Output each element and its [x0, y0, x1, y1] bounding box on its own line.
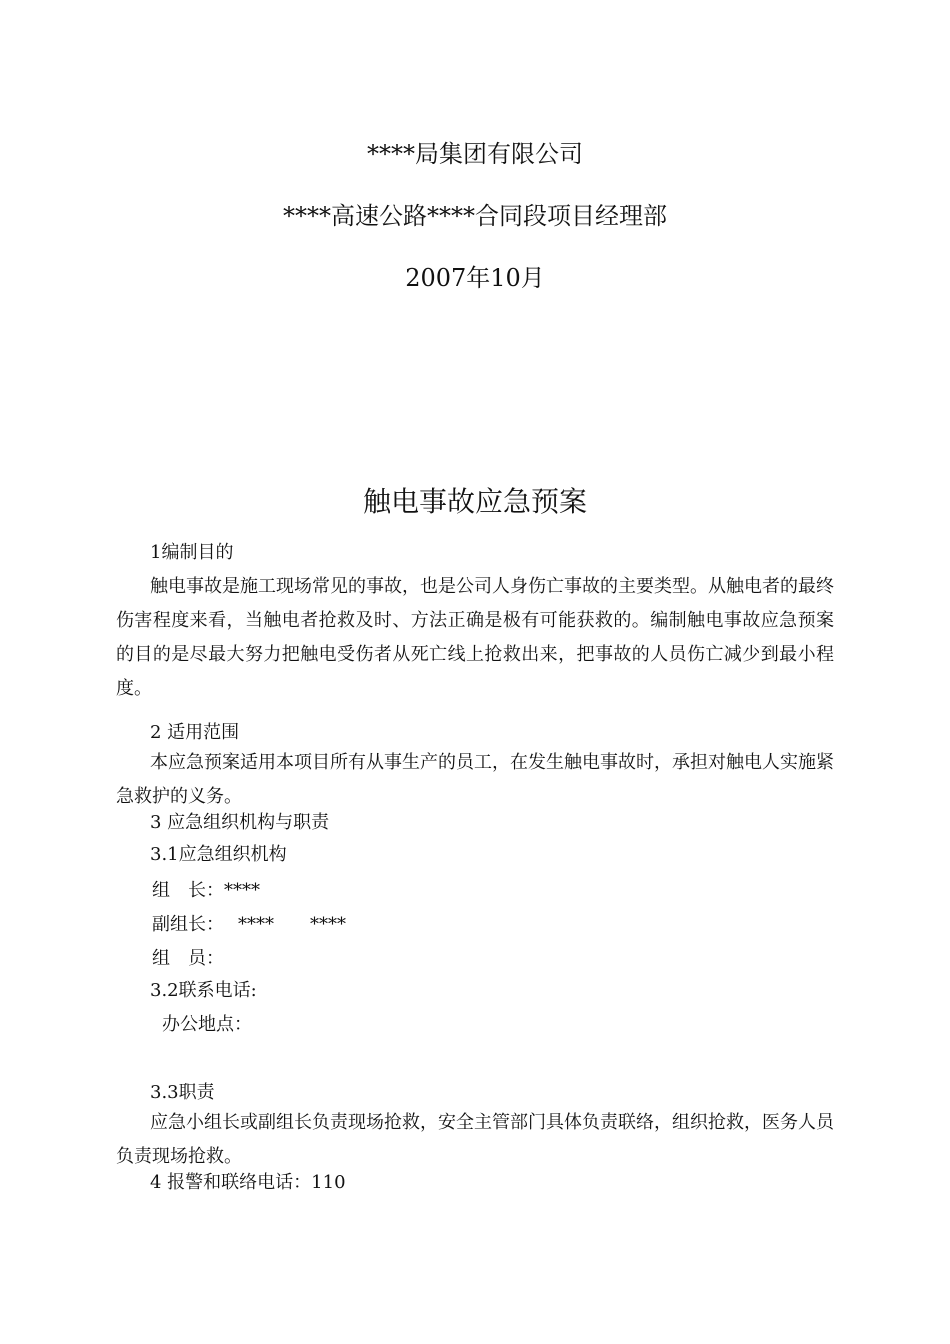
leader-value: **** — [224, 880, 260, 901]
deputy-value-1: **** — [238, 914, 274, 935]
section-1-body: 触电事故是施工现场常见的事故，也是公司人身伤亡事故的主要类型。从触电者的最终伤害程度来看，当触电者抢救及时、方法正确是极有可能获救的。编制触电事故应急预案的目的是尽最大努力把触电受伤者从死亡线上抢救出来，把事故的人员伤亡减少到最小程度。 — [116, 576, 834, 699]
company-name: ****局集团有限公司 — [367, 140, 583, 168]
member-label: 组 员： — [152, 948, 224, 969]
office-location-label: 办公地点： — [162, 1014, 252, 1035]
section-3-2-heading: 3.2联系电话: — [150, 980, 257, 1001]
deputy-value-2: **** — [310, 914, 346, 935]
member-row — [152, 944, 224, 970]
section-3-3-body: 应急小组长或副组长负责现场抢救，安全主管部门具体负责联络，组织抢救，医务人员负责现场抢救。 — [116, 1112, 834, 1167]
cover-date: 2007年10月 — [405, 264, 545, 292]
section-4-heading: 4 报警和联络电话：110 — [150, 1172, 346, 1193]
section-2-heading: 2 适用范围 — [150, 722, 240, 743]
section-1-heading: 1编制目的 — [150, 542, 234, 563]
section-3-heading: 3 应急组织机构与职责 — [150, 812, 330, 833]
document-title: 触电事故应急预案 — [362, 485, 587, 518]
leader-label: 组 长： — [152, 880, 224, 901]
deputy-label: 副组长： — [152, 914, 224, 935]
deputy-row — [152, 910, 346, 936]
section-2-body: 本应急预案适用本项目所有从事生产的员工，在发生触电事故时，承担对触电人实施紧急救护的义务。 — [116, 752, 834, 807]
section-3-1-heading: 3.1应急组织机构 — [150, 844, 287, 865]
section-3-3-heading: 3.3职责 — [150, 1082, 215, 1103]
leader-row — [152, 876, 260, 902]
project-department: ****高速公路****合同段项目经理部 — [283, 202, 667, 230]
